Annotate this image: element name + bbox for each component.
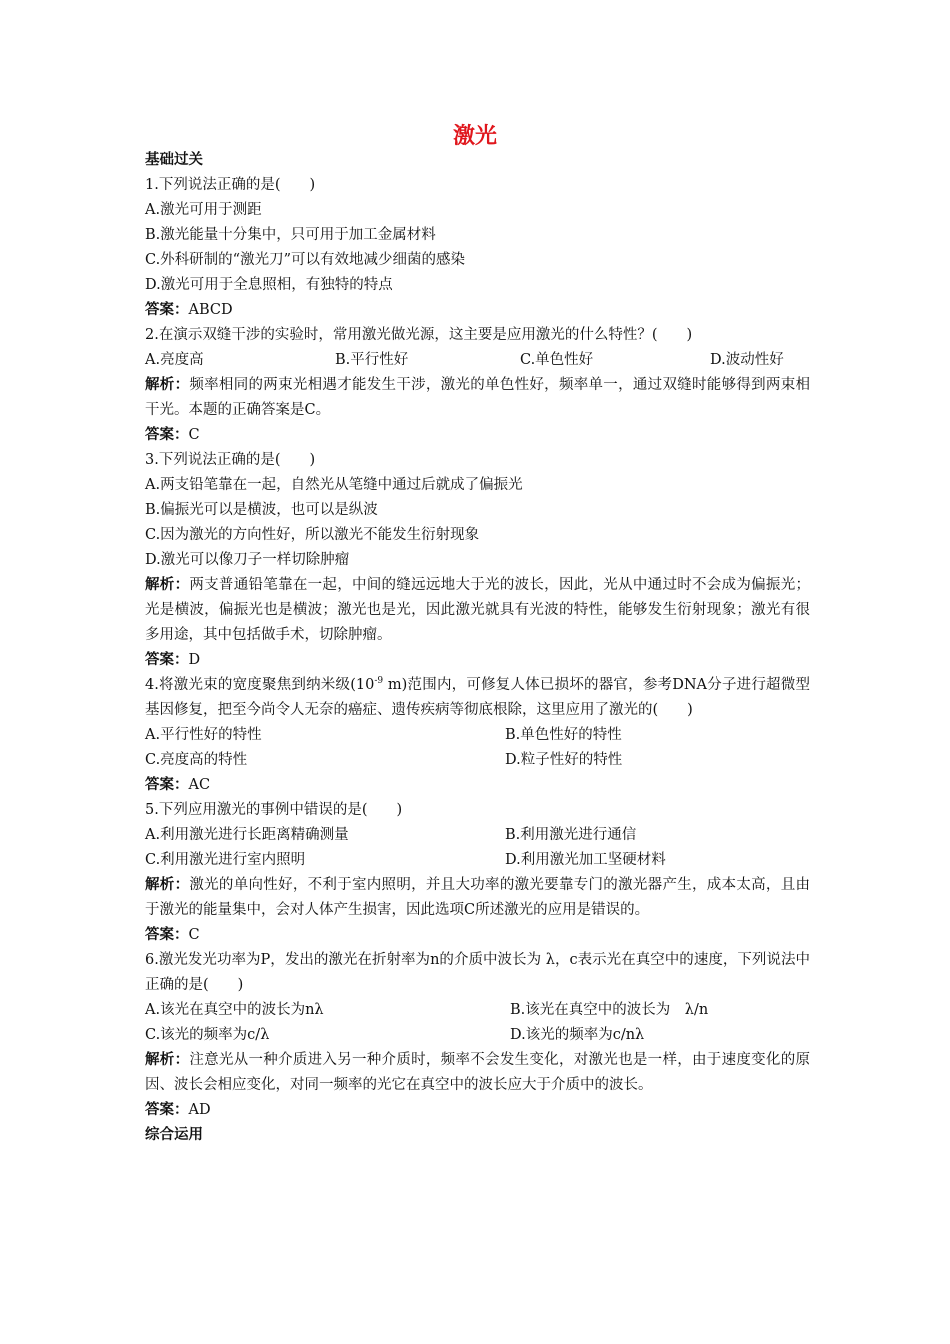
- exponent: -9: [374, 676, 384, 686]
- options-row: [145, 998, 810, 1023]
- analysis: [145, 573, 810, 648]
- analysis-label: 解析：: [145, 877, 190, 893]
- option-c: C.因为激光的方向性好，所以激光不能发生衍射现象: [145, 527, 480, 543]
- page-title: 激光: [452, 124, 497, 149]
- document-body: [145, 148, 810, 1148]
- options-row: [145, 348, 810, 373]
- analysis-text: 频率相同的两束光相遇才能发生干涉，激光的单色性好，频率单一，通过双缝时能够得到两束相干光。本题的正确答案是C。: [145, 377, 811, 418]
- question-2: [145, 323, 810, 448]
- option-a: A.激光可用于测距: [145, 202, 262, 218]
- option-d: D.利用激光加工坚硬材料: [505, 852, 666, 868]
- options-row: [145, 723, 810, 748]
- analysis-text: 两支普通铅笔靠在一起，中间的缝远远地大于光的波长，因此，光从中通过时不会成为偏振光；光是横波，偏振光也是横波；激光也是光，因此激光就具有光波的特性，能够发生衍射现象；激光有很多用途，其中包括做手术，切除肿瘤。: [145, 577, 811, 643]
- question-6: [145, 948, 810, 1123]
- stem-part-2: m)范围内，可修复人体已损坏的器官，参考DNA分子进行超微型基因修复，把至今尚令人无奈的癌症、遗传疾病等彻底根除，这里应用了激光的( ): [145, 677, 810, 718]
- option-a: A.该光在真空中的波长为nλ: [145, 1002, 324, 1018]
- option-b: B.偏振光可以是横波，也可以是纵波: [145, 502, 378, 518]
- question-stem: 6.激光发光功率为P，发出的激光在折射率为n的介质中波长为 λ，c表示光在真空中的速度，下列说法中正确的是( ): [145, 952, 810, 993]
- answer: [145, 773, 810, 798]
- option-d: D.波动性好: [710, 352, 784, 368]
- answer-value: D: [188, 652, 201, 668]
- section-heading-comprehensive: 综合运用: [145, 1127, 203, 1143]
- answer-label: 答案：: [145, 1102, 189, 1118]
- option-b: B.利用激光进行通信: [505, 827, 637, 843]
- option-d: D.粒子性好的特性: [505, 752, 623, 768]
- option-d: D.激光可以像刀子一样切除肿瘤: [145, 552, 350, 568]
- section-heading-basic: 基础过关: [145, 152, 203, 168]
- option-b: B.激光能量十分集中，只可用于加工金属材料: [145, 227, 436, 243]
- answer-value: C: [188, 927, 200, 943]
- option-c: C.外科研制的“激光刀”可以有效地减少细菌的感染: [145, 252, 466, 268]
- answer-label: 答案：: [145, 652, 189, 668]
- answer: [145, 648, 810, 673]
- answer-label: 答案：: [145, 777, 189, 793]
- answer: [145, 423, 810, 448]
- analysis-label: 解析：: [145, 377, 190, 393]
- analysis: [145, 373, 810, 423]
- answer-label: 答案：: [145, 927, 189, 943]
- question-5: [145, 798, 810, 948]
- analysis: [145, 1048, 810, 1098]
- answer-value: AC: [188, 777, 211, 793]
- option-d: D.该光的频率为c/nλ: [510, 1027, 645, 1043]
- option-b: B.该光在真空中的波长为 λ/n: [510, 1002, 709, 1018]
- question-stem: 3.下列说法正确的是( ): [145, 452, 316, 468]
- analysis: [145, 873, 810, 923]
- option-c: C.该光的频率为c/λ: [145, 1027, 270, 1043]
- question-3: [145, 448, 810, 673]
- option-a: A.亮度高: [145, 352, 204, 368]
- question-1: [145, 173, 810, 323]
- answer-label: 答案：: [145, 427, 189, 443]
- option-c: C.亮度高的特性: [145, 752, 248, 768]
- options-row: [145, 823, 810, 848]
- question-4: [145, 673, 810, 798]
- options-row: [145, 848, 810, 873]
- option-a: A.两支铅笔靠在一起，自然光从笔缝中通过后就成了偏振光: [145, 477, 523, 493]
- option-c: C.利用激光进行室内照明: [145, 852, 306, 868]
- analysis-text: 注意光从一种介质进入另一种介质时，频率不会发生变化，对激光也是一样，由于速度变化的原因、波长会相应变化，对同一频率的光它在真空中的波长应大于介质中的波长。: [145, 1052, 811, 1093]
- option-a: A.利用激光进行长距离精确测量: [145, 827, 349, 843]
- analysis-text: 激光的单向性好，不利于室内照明，并且大功率的激光要靠专门的激光器产生，成本太高，且由于激光的能量集中，会对人体产生损害，因此选项C所述激光的应用是错误的。: [145, 877, 811, 918]
- question-stem: 2.在演示双缝干涉的实验时，常用激光做光源，这主要是应用激光的什么特性？( ): [145, 327, 693, 343]
- analysis-label: 解析：: [145, 577, 190, 593]
- question-stem: [145, 673, 810, 723]
- option-c: C.单色性好: [520, 352, 594, 368]
- answer-value: AD: [188, 1102, 211, 1118]
- options-row: [145, 1023, 810, 1048]
- option-b: B.平行性好: [335, 352, 409, 368]
- answer: [145, 298, 810, 323]
- question-stem: 5.下列应用激光的事例中错误的是( ): [145, 802, 403, 818]
- option-b: B.单色性好的特性: [505, 727, 622, 743]
- options-row: [145, 748, 810, 773]
- stem-part-1: 4.将激光束的宽度聚焦到纳米级(10: [145, 677, 375, 693]
- answer-value: C: [188, 427, 200, 443]
- answer: [145, 1098, 810, 1123]
- option-a: A.平行性好的特性: [145, 727, 262, 743]
- option-d: D.激光可用于全息照相，有独特的特点: [145, 277, 393, 293]
- answer-label: 答案：: [145, 302, 189, 318]
- analysis-label: 解析：: [145, 1052, 190, 1068]
- question-stem: 1.下列说法正确的是( ): [145, 177, 316, 193]
- answer-value: ABCD: [188, 302, 233, 318]
- answer: [145, 923, 810, 948]
